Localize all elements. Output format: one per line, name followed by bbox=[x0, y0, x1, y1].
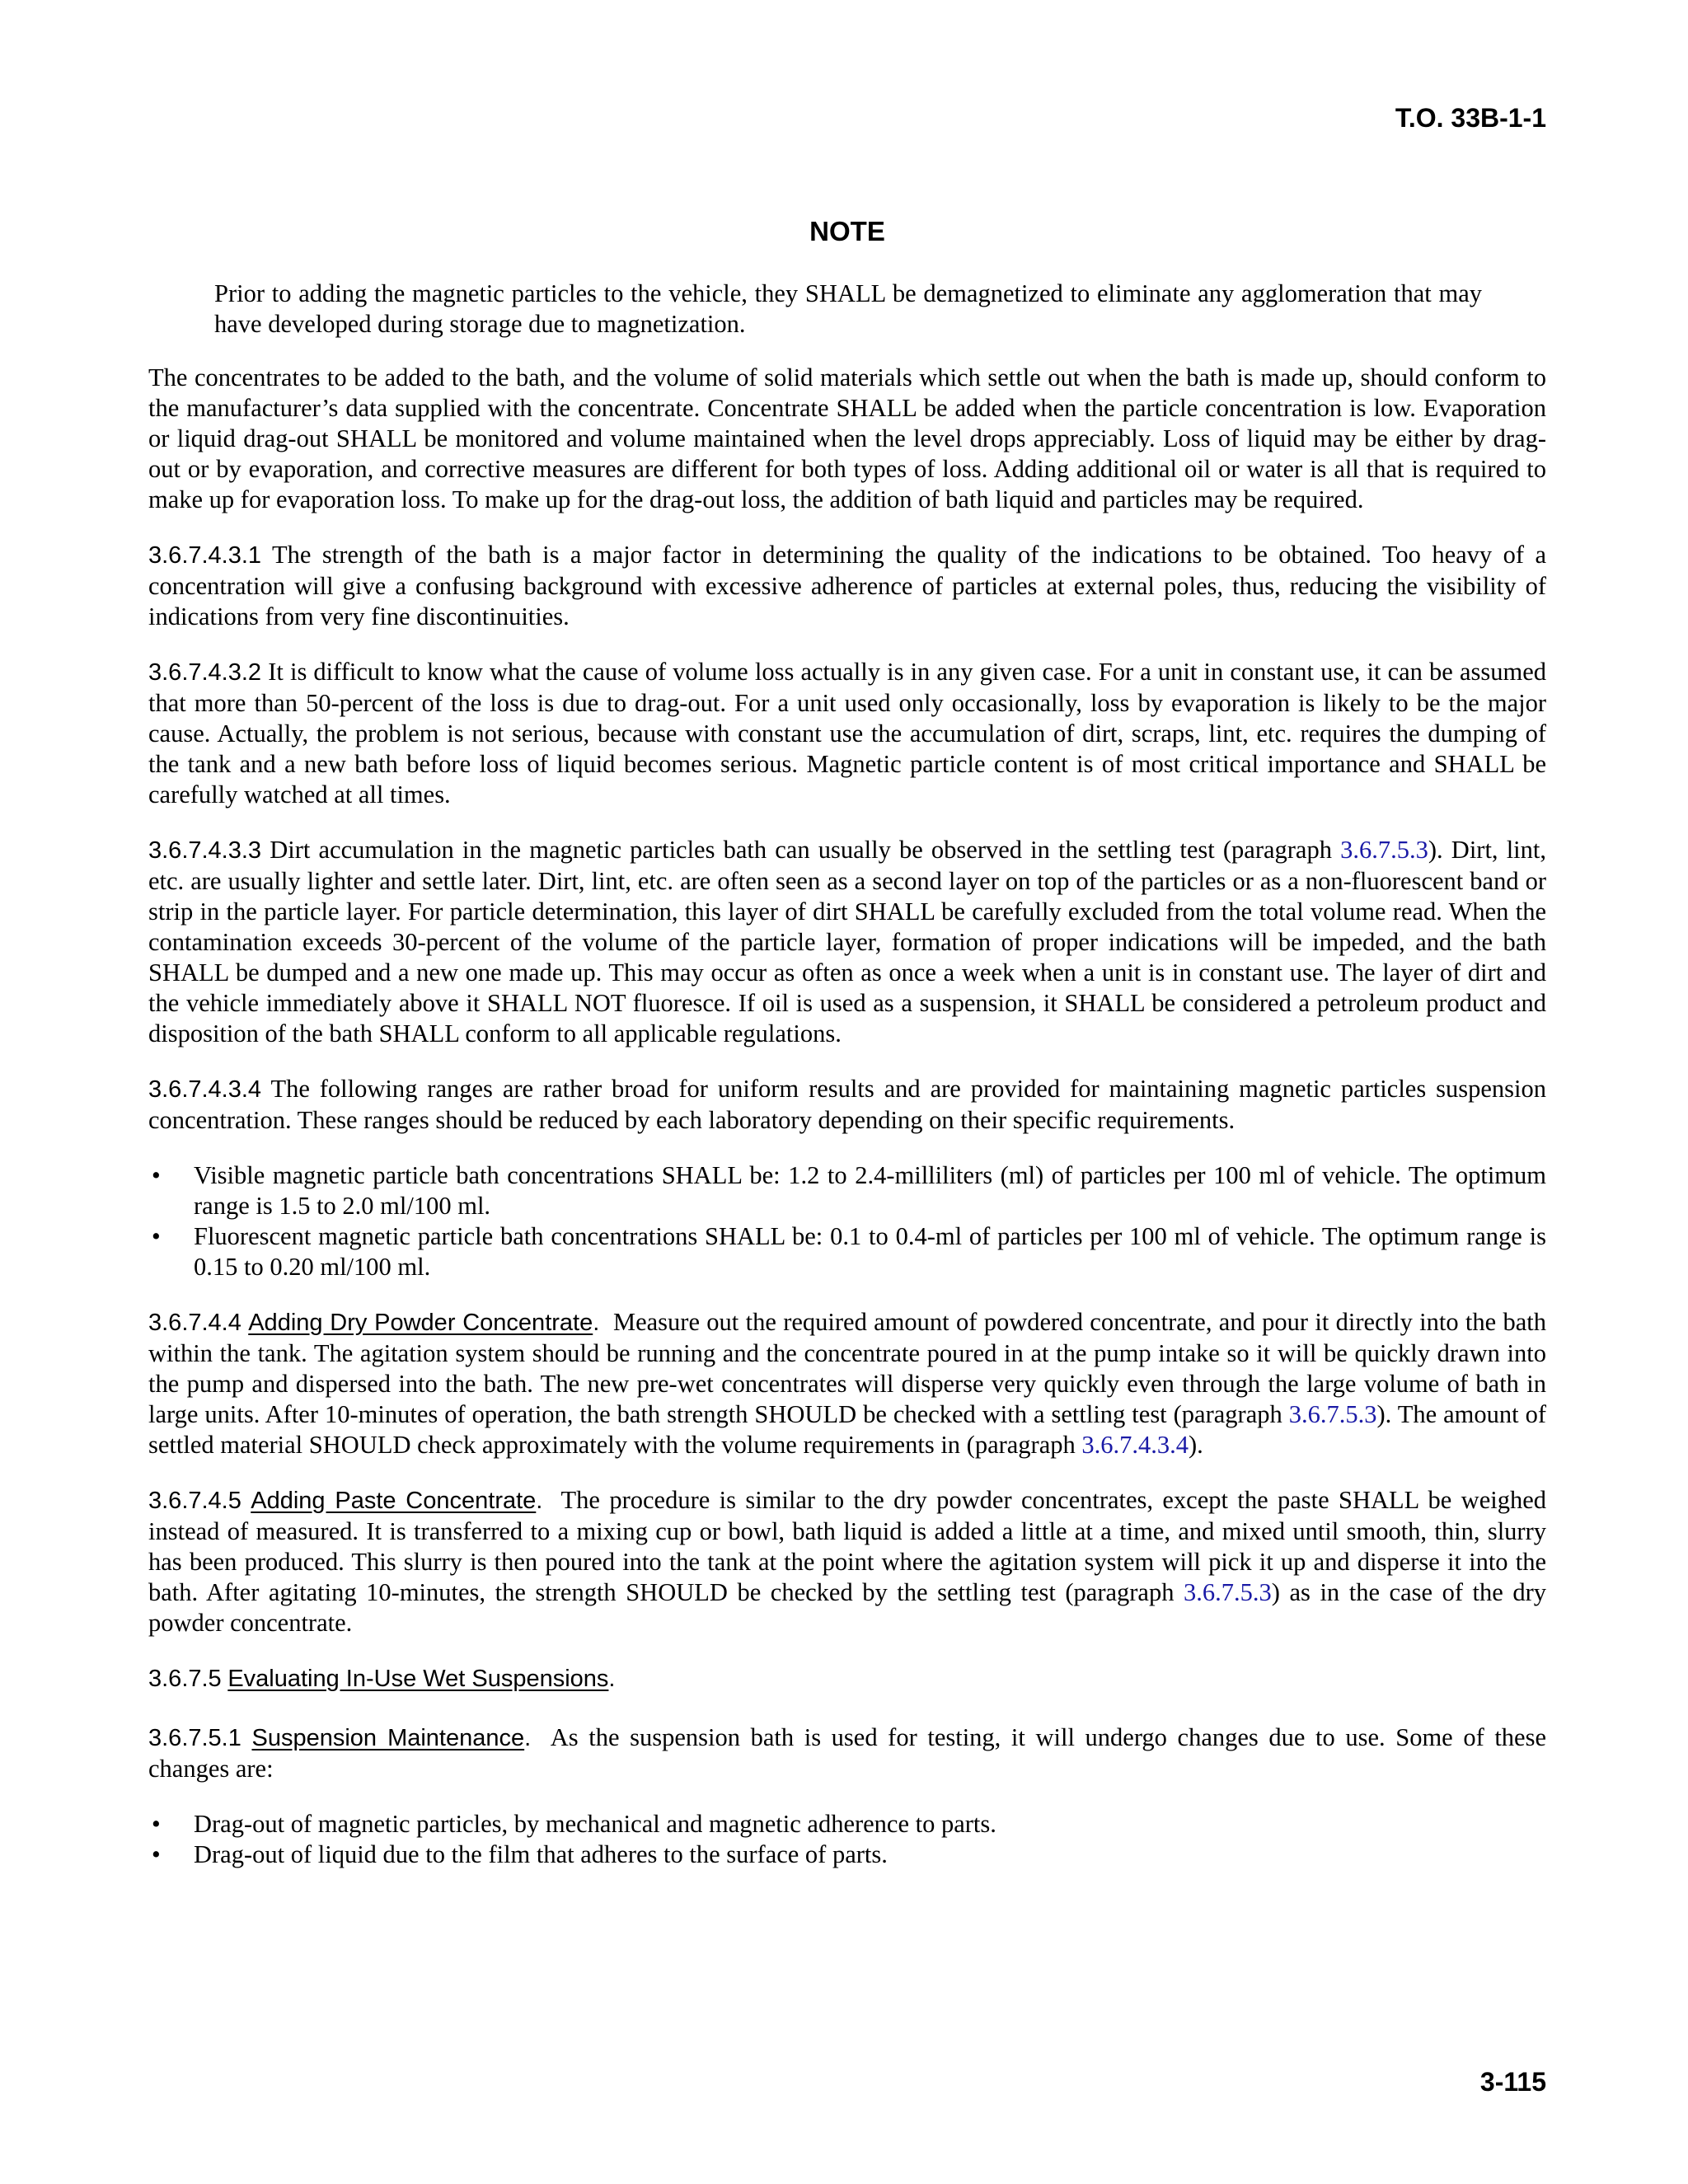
paragraph-number: 3.6.7.4.3.4 bbox=[148, 1076, 262, 1103]
paragraph-title: Adding Paste Concentrate bbox=[251, 1488, 537, 1514]
paragraph-number: 3.6.7.4.3.1 bbox=[148, 542, 262, 569]
list-item: • Fluorescent magnetic particle bath concentrations SHALL be: 0.1 to 0.4-ml of particles per 100 ml of vehicle. The optimum range is 0.15 to 0.20 ml/100 ml. bbox=[152, 1222, 1546, 1281]
paragraph-3-6-7-5-1: 3.6.7.5.1 Suspension Maintenance. As the suspension bath is used for testing, it will undergo changes due to use. Some of these changes are: bbox=[148, 1723, 1546, 1783]
paragraph-3-6-7-4-3-3 bbox=[148, 835, 1546, 1049]
xref-link-3-6-7-5-3[interactable]: 3.6.7.5.3 bbox=[1184, 1578, 1272, 1606]
changes-list bbox=[148, 1809, 1546, 1870]
paragraph-text: ) as in the case of the dry powder concentrate. bbox=[148, 1578, 1547, 1637]
paragraph-3-6-7-4-4: 3.6.7.4.4 Adding Dry Powder Concentrate. Measure out the required amount of powdered concentrate, and pour it directly into the bath within the tank. The agitation system should be running and the concentrate poured in at the pump intake so it will be quickly drawn into the pump and dispersed into the bath. The new pre-wet concentrates will disperse very quickly even through the large volume of bath in large units. After 10-minutes of operation, the bath strength SHOULD be checked with a settling test (paragraph 3.6.7.5.3). The amount of settled material SHOULD check approximately with the volume requirements in (paragraph 3.6.7.4.3.4). bbox=[148, 1308, 1547, 1459]
paragraph-3-6-7-4-3-4 bbox=[148, 1074, 1546, 1136]
note-title: NOTE bbox=[809, 216, 885, 246]
bullet-icon: • bbox=[152, 1810, 161, 1838]
paragraph-title: Suspension Maintenance bbox=[251, 1725, 525, 1751]
paragraph-text: The strength of the bath is a major factor in determining the quality of the indications to be obtained. Too heavy of a concentration will give a confusing background with excessive adherence of particles at external poles, thus, reducing the visibility of indications from very fine discontinuities. bbox=[148, 541, 1547, 630]
paragraph-text: ). Dirt, lint, etc. are usually lighter and settle later. Dirt, lint, etc. are often seen as a second layer on top of the particles or as a non-fluorescent band or strip in the particle layer. For particle determination, this layer of dirt SHALL be carefully excluded from the total volume read. When the contamination exceeds 30-percent of the volume of the particle layer, formation of proper indications will be impeded, and the bath SHALL be dumped and a new one made up. This may occur as often as once a week when a unit is in constant use. The layer of dirt and the vehicle immediately above it SHALL NOT fluoresce. If oil is used as a suspension, it SHALL be considered a petroleum product and disposition of the bath SHALL conform to all applicable regulations. bbox=[148, 836, 1547, 1047]
xref-link-3-6-7-5-3[interactable]: 3.6.7.5.3 bbox=[1340, 836, 1428, 864]
paragraph-text: ). The amount of settled material SHOULD check approximately with the volume requirements in (paragraph bbox=[148, 1400, 1546, 1459]
paragraph-3-6-7-4-3-1 bbox=[148, 540, 1546, 632]
paragraph-text: The following ranges are rather broad for uniform results and are provided for maintaining magnetic particles suspension concentration. These ranges should be reduced by each laboratory depending on their specific requirements. bbox=[148, 1075, 1546, 1134]
paragraph-3-6-7-5: 3.6.7.5 Evaluating In-Use Wet Suspensions. bbox=[148, 1666, 616, 1692]
paragraph-number: 3.6.7.5.1 bbox=[148, 1725, 241, 1751]
paragraph-number: 3.6.7.4.3.3 bbox=[148, 837, 262, 864]
document-number: T.O. 33B-1-1 bbox=[1395, 103, 1546, 133]
paragraph-3-6-7-4-5: 3.6.7.4.5 Adding Paste Concentrate. The procedure is similar to the dry powder concentrates, except the paste SHALL be weighed instead of measured. It is transferred to a mixing cup or bowl, bath liquid is added a little at a time, and mixed until smooth, thin, slurry has been produced. This slurry is then poured into the tank at the point where the agitation system will pick it up and disperse it into the bath. After agitating 10-minutes, the strength SHOULD be checked by the settling test (paragraph 3.6.7.5.3) as in the case of the dry powder concentrate. bbox=[148, 1486, 1547, 1637]
paragraph-text: It is difficult to know what the cause of volume loss actually is in any given case. For a unit in constant use, it can be assumed that more than 50-percent of the loss is due to drag-out. For a unit used only occasionally, loss by evaporation is likely to be the major cause. Actually, the problem is not serious, because with constant use the accumulation of dirt, scraps, lint, etc. requires the dumping of the tank and a new bath before loss of liquid becomes serious. Magnetic particle content is of most critical importance and SHALL be carefully watched at all times. bbox=[148, 658, 1546, 808]
paragraph-3-6-7-4-3-2 bbox=[148, 657, 1546, 810]
page-number: 3-115 bbox=[1479, 2067, 1546, 2097]
paragraph-number: 3.6.7.5 bbox=[148, 1666, 222, 1692]
xref-link-3-6-7-5-3[interactable]: 3.6.7.5.3 bbox=[1288, 1400, 1377, 1428]
paragraph-text: Measure out the required amount of powdered concentrate, and pour it directly into the bath within the tank. The agitation system should be running and the concentrate poured in at the pump intake so it will be quickly drawn into the pump and dispersed into the bath. The new pre-wet concentrates will disperse very quickly even through the large volume of bath in large units. After 10-minutes of operation, the bath strength SHOULD be checked with a settling test (paragraph bbox=[148, 1308, 1547, 1428]
paragraph-title: Adding Dry Powder Concentrate bbox=[248, 1310, 593, 1336]
note-body: Prior to adding the magnetic particles to the vehicle, they SHALL be demagnetized to eliminate any agglomeration that may have developed during storage due to magnetization. bbox=[214, 279, 1482, 338]
paragraph-number: 3.6.7.4.3.2 bbox=[148, 659, 262, 686]
body-flow bbox=[148, 363, 1546, 1895]
list-item: • Drag-out of liquid due to the film that adheres to the surface of parts. bbox=[152, 1840, 888, 1868]
list-item: • Visible magnetic particle bath concentrations SHALL be: 1.2 to 2.4-milliliters (ml) of particles per 100 ml of vehicle. The optimum range is 1.5 to 2.0 ml/100 ml. bbox=[152, 1161, 1546, 1220]
bullet-icon: • bbox=[152, 1222, 161, 1250]
paragraph-text: As the suspension bath is used for testing, it will undergo changes due to use. Some of these changes are: bbox=[148, 1723, 1546, 1783]
paragraph-number: 3.6.7.4.4 bbox=[148, 1310, 241, 1336]
paragraph-text: The procedure is similar to the dry powder concentrates, except the paste SHALL be weighed instead of measured. It is transferred to a mixing cup or bowl, bath liquid is added a little at a time, and mixed until smooth, thin, slurry has been produced. This slurry is then poured into the tank at the point where the agitation system will pick it up and disperse it into the bath. After agitating 10-minutes, the strength SHOULD be checked by the settling test (paragraph bbox=[148, 1486, 1546, 1606]
paragraph-text: Dirt accumulation in the magnetic particles bath can usually be observed in the settling test (paragraph bbox=[270, 836, 1341, 864]
paragraph-text: ). bbox=[1189, 1431, 1203, 1459]
list-item: • Drag-out of magnetic particles, by mechanical and magnetic adherence to parts. bbox=[152, 1810, 996, 1838]
bullet-icon: • bbox=[152, 1840, 161, 1868]
bullet-icon: • bbox=[152, 1161, 161, 1189]
concentration-list bbox=[148, 1160, 1546, 1282]
intro-paragraph: The concentrates to be added to the bath, and the volume of solid materials which settle out when the bath is made up, should conform to the manufacturer’s data supplied with the concentrate. Concentrate SHALL be added when the particle concentration is low. Evaporation or liquid drag-out SHALL be monitored and volume maintained when the level drops appreciably. Loss of liquid may be either by drag-out or by evaporation, and corrective measures are different for both types of loss. Adding additional oil or water is all that is required to make up for evaporation loss. To make up for the drag-out loss, the addition of bath liquid and particles may be required. bbox=[148, 363, 1546, 513]
paragraph-title: Evaluating In-Use Wet Suspensions bbox=[227, 1666, 609, 1692]
paragraph-number: 3.6.7.4.5 bbox=[148, 1488, 241, 1514]
xref-link-3-6-7-4-3-4[interactable]: 3.6.7.4.3.4 bbox=[1081, 1431, 1189, 1459]
